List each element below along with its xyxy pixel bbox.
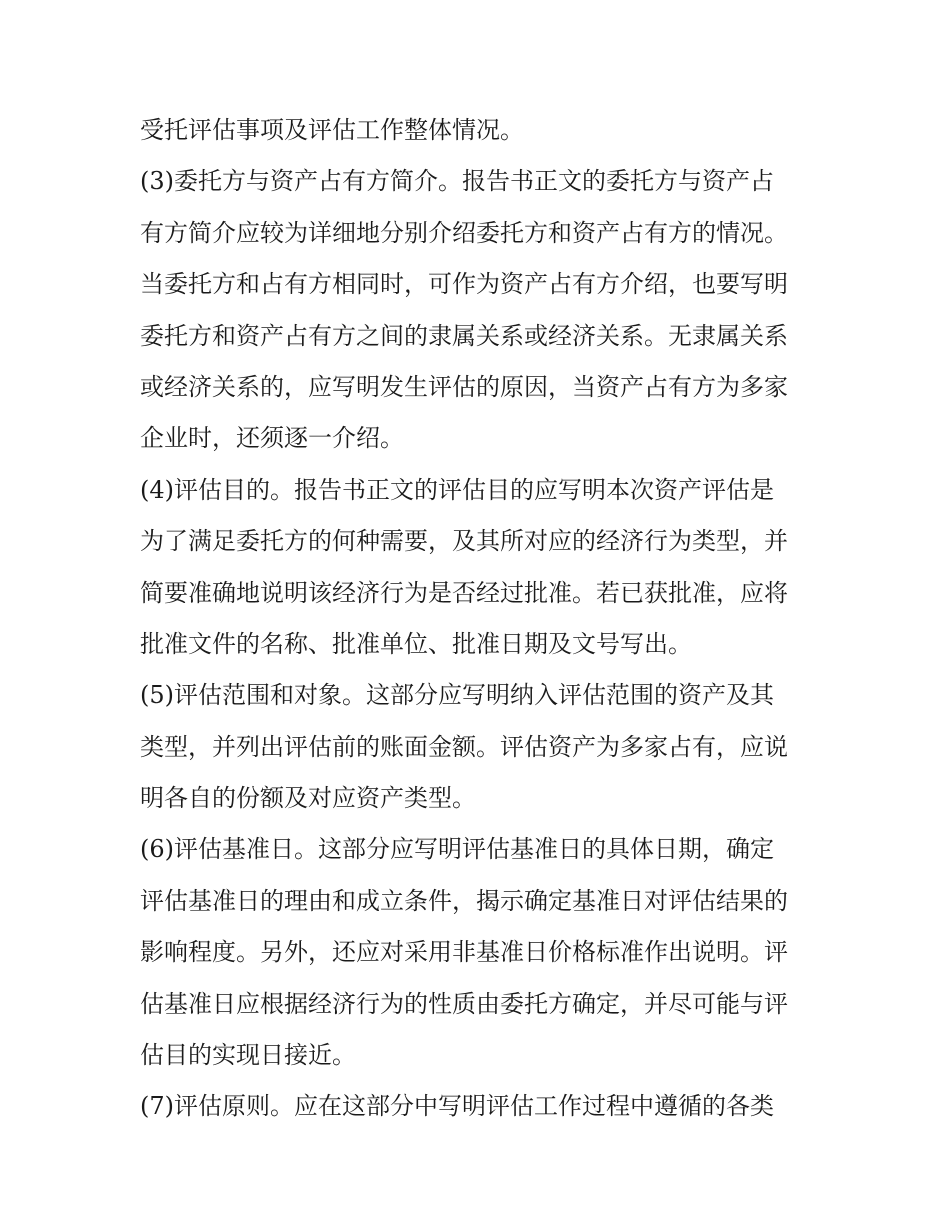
body-text <box>140 110 820 1138</box>
text-line: 明各自的份额及对应资产类型。 <box>140 784 476 813</box>
text-line: (6)评估基准日。这部分应写明评估基准日的具体日期，确定 <box>140 835 774 864</box>
text-line: 企业时，还须逐一介绍。 <box>140 424 404 453</box>
text-line: 为了满足委托方的何种需要，及其所对应的经济行为类型，并 <box>140 527 788 556</box>
text-line: (5)评估范围和对象。这部分应写明纳入评估范围的资产及其 <box>140 681 774 710</box>
text-line: 当委托方和占有方相同时，可作为资产占有方介绍，也要写明 <box>140 270 788 299</box>
text-line: 影响程度。另外，还应对采用非基准日价格标准作出说明。评 <box>140 938 788 967</box>
text-line: 估基准日应根据经济行为的性质由委托方确定，并尽可能与评 <box>140 989 788 1018</box>
text-line: 委托方和资产占有方之间的隶属关系或经济关系。无隶属关系 <box>140 321 788 350</box>
text-line: 受托评估事项及评估工作整体情况。 <box>140 116 524 144</box>
text-line: 有方简介应较为详细地分别介绍委托方和资产占有方的情况。 <box>140 218 788 247</box>
text-line: 类型，并列出评估前的账面金额。评估资产为多家占有，应说 <box>140 732 788 761</box>
text-line: (3)委托方与资产占有方简介。报告书正文的委托方与资产占 <box>140 167 774 196</box>
text-line: 或经济关系的，应写明发生评估的原因，当资产占有方为多家 <box>140 372 788 401</box>
text-line: 评估基准日的理由和成立条件，揭示确定基准日对评估结果的 <box>140 886 788 915</box>
text-line: 批准文件的名称、批准单位、批准日期及文号写出。 <box>140 629 692 658</box>
text-line: (4)评估目的。报告书正文的评估目的应写明本次资产评估是 <box>140 475 774 504</box>
text-line: 估目的实现日接近。 <box>140 1041 356 1070</box>
text-line: (7)评估原则。应在这部分中写明评估工作过程中遵循的各类 <box>140 1092 774 1121</box>
text-line: 简要准确地说明该经济行为是否经过批准。若已获批准，应将 <box>140 578 788 607</box>
